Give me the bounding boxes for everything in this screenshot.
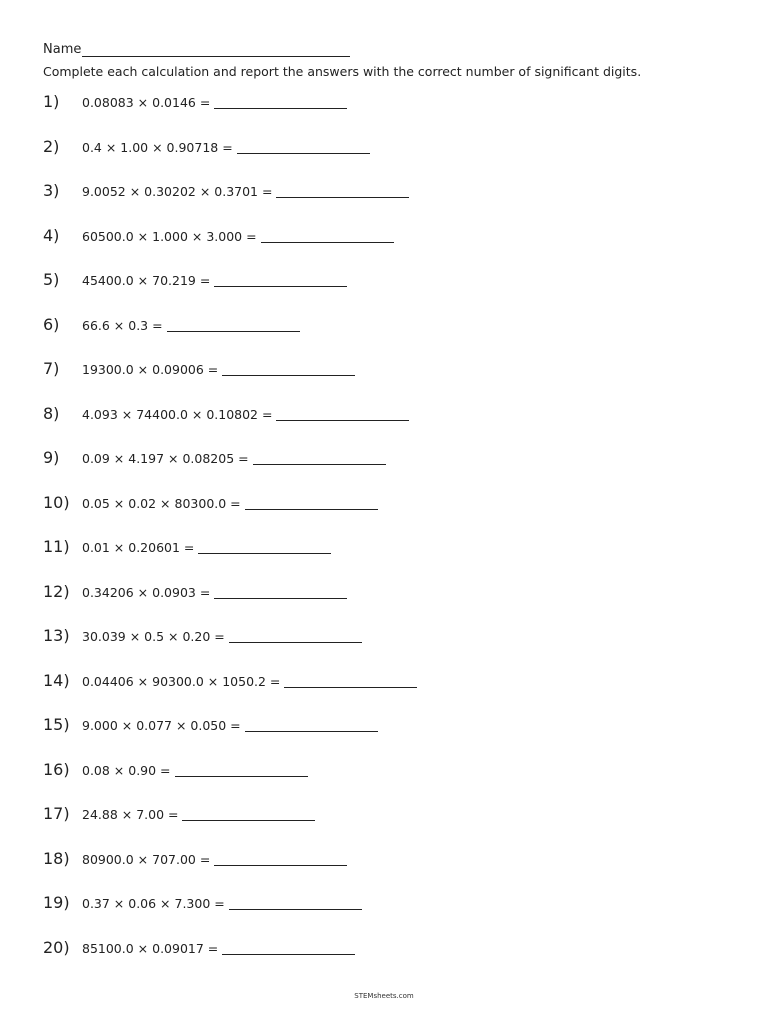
answer-blank[interactable]: [284, 686, 417, 688]
problem-expression: 0.09 × 4.197 × 0.08205 =: [82, 451, 249, 466]
problem-item: [43, 404, 409, 423]
answer-blank[interactable]: [214, 285, 347, 287]
problem-item: [43, 537, 331, 556]
answer-blank[interactable]: [253, 463, 386, 465]
problem-item: [43, 226, 394, 245]
problem-number: 8): [43, 403, 60, 423]
problem-expression: 0.04406 × 90300.0 × 1050.2 =: [82, 673, 281, 689]
problem-expression: 80900.0 × 707.00 =: [82, 851, 211, 867]
problem-expression: 0.01 × 0.20601 =: [82, 540, 195, 555]
answer-blank[interactable]: [214, 864, 347, 866]
answer-blank[interactable]: [229, 908, 362, 910]
answer-blank[interactable]: [175, 775, 308, 777]
problem-expression: 66.6 × 0.3 =: [82, 317, 163, 333]
problem-expression: 24.88 × 7.00 =: [82, 807, 179, 822]
problem-number: 7): [43, 359, 60, 378]
problem-item: [43, 626, 362, 645]
problem-expression: 60500.0 × 1.000 × 3.000 =: [82, 228, 257, 244]
problem-number: 17): [43, 804, 70, 823]
answer-blank[interactable]: [167, 330, 300, 332]
problem-number: 13): [43, 626, 70, 645]
problem-expression: 45400.0 × 70.219 =: [82, 273, 211, 288]
answer-blank[interactable]: [229, 641, 362, 643]
problem-item: [43, 181, 409, 200]
problem-expression: 9.000 × 0.077 × 0.050 =: [82, 718, 241, 733]
answer-blank[interactable]: [245, 508, 378, 510]
problem-expression: 0.34206 × 0.0903 =: [82, 584, 211, 600]
answer-blank[interactable]: [276, 419, 409, 421]
problem-item: [43, 493, 378, 512]
problem-expression: 85100.0 × 0.09017 =: [82, 940, 219, 956]
problem-expression: 0.05 × 0.02 × 80300.0 =: [82, 495, 241, 511]
footer-credit: STEMsheets.com: [354, 992, 414, 1000]
problem-number: 1): [43, 92, 60, 111]
instructions: Complete each calculation and report the answers with the correct number of significant digits.: [43, 64, 642, 79]
problem-expression: 4.093 × 74400.0 × 0.10802 =: [82, 406, 273, 422]
answer-blank[interactable]: [237, 152, 370, 154]
problem-number: 18): [43, 848, 70, 868]
problem-expression: 0.37 × 0.06 × 7.300 =: [82, 896, 225, 911]
problem-item: [43, 448, 386, 467]
problem-number: 11): [43, 537, 70, 556]
answer-blank[interactable]: [198, 552, 331, 554]
problem-item: [43, 715, 378, 734]
problem-number: 5): [43, 270, 60, 289]
problem-number: 20): [43, 937, 70, 957]
problem-number: 4): [43, 225, 60, 245]
problem-expression: 9.0052 × 0.30202 × 0.3701 =: [82, 184, 273, 199]
answer-blank[interactable]: [182, 819, 315, 821]
answer-blank[interactable]: [222, 374, 355, 376]
problem-number: 16): [43, 759, 70, 779]
problem-expression: 0.08 × 0.90 =: [82, 762, 171, 778]
problem-number: 19): [43, 893, 70, 912]
answer-blank[interactable]: [214, 597, 347, 599]
problem-item: [43, 92, 347, 111]
problem-item: [43, 938, 355, 957]
name-label: Name: [43, 42, 82, 57]
answer-blank[interactable]: [245, 730, 378, 732]
problem-item: [43, 137, 370, 156]
problem-number: 15): [43, 715, 70, 734]
answer-blank[interactable]: [222, 953, 355, 955]
problem-number: 6): [43, 314, 60, 334]
problem-item: [43, 849, 347, 868]
problem-number: 9): [43, 448, 60, 467]
problem-expression: 19300.0 × 0.09006 =: [82, 362, 219, 377]
problem-expression: 30.039 × 0.5 × 0.20 =: [82, 629, 225, 644]
problem-expression: 0.08083 × 0.0146 =: [82, 95, 211, 110]
problem-item: [43, 270, 347, 289]
answer-blank[interactable]: [276, 196, 409, 198]
problem-item: [43, 671, 417, 690]
problem-number: 10): [43, 492, 70, 512]
problem-number: 12): [43, 581, 70, 601]
problem-item: [43, 893, 362, 912]
answer-blank[interactable]: [214, 107, 347, 109]
answer-blank[interactable]: [261, 241, 394, 243]
problem-item: [43, 582, 347, 601]
name-row: [43, 42, 350, 57]
problem-number: 14): [43, 670, 70, 690]
problem-item: [43, 359, 355, 378]
problem-number: 3): [43, 181, 60, 200]
problem-item: [43, 804, 315, 823]
name-field-line[interactable]: [82, 42, 350, 57]
problem-expression: 0.4 × 1.00 × 0.90718 =: [82, 139, 233, 155]
problem-item: [43, 760, 308, 779]
problem-item: [43, 315, 300, 334]
problem-number: 2): [43, 136, 60, 156]
